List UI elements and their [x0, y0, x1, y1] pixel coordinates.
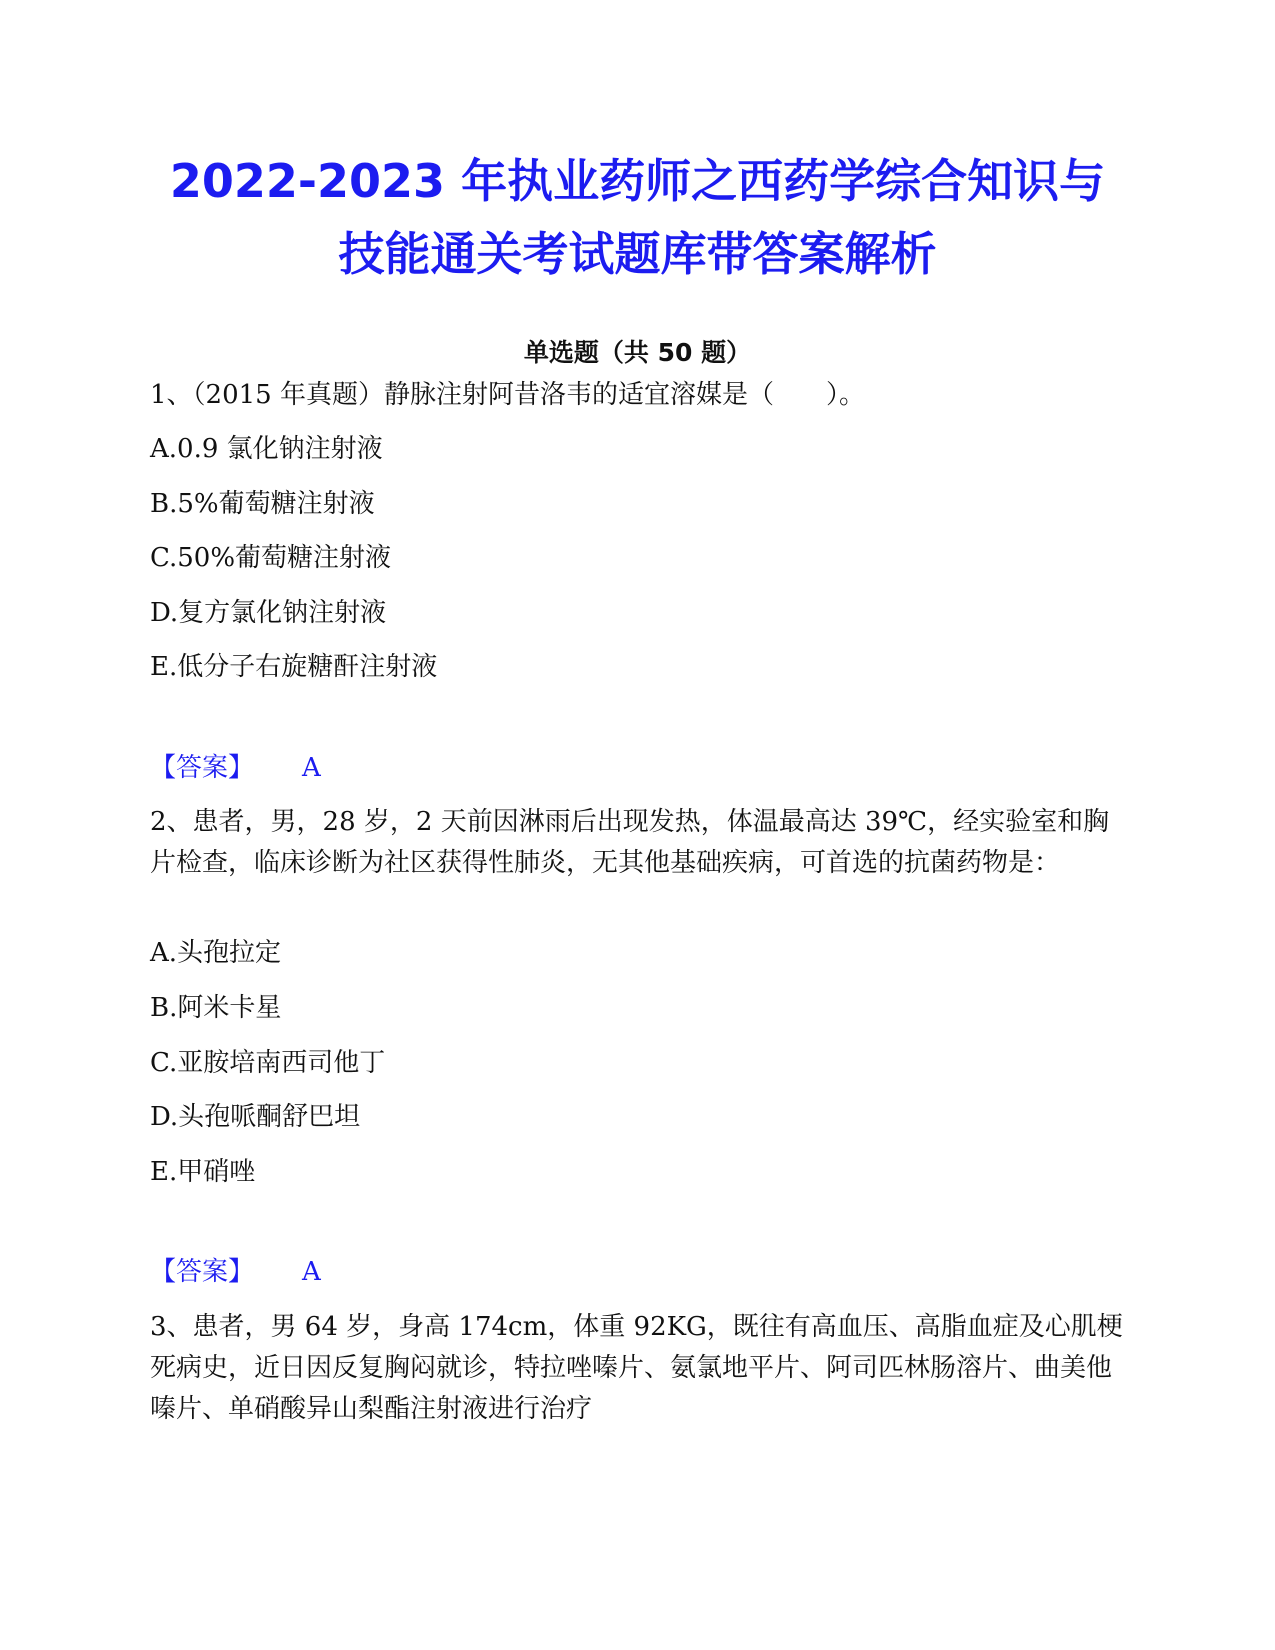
question-1-answer — [150, 755, 321, 781]
question-1-option-e: E.低分子右旋糖酐注射液 — [150, 652, 438, 682]
question-1-option-c: C.50%葡萄糖注射液 — [150, 543, 392, 573]
answer-value: A — [302, 1257, 321, 1287]
question-2-answer — [150, 1259, 321, 1285]
question-2-text: 2、患者，男，28 岁，2 天前因淋雨后出现发热，体温最高达 39℃，经实验室和胸片检查，临床诊断为社区获得性肺炎，无其他基础疾病，可首选的抗菌药物是： — [150, 807, 1110, 878]
question-2-option-d: D.头孢哌酮舒巴坦 — [150, 1102, 361, 1132]
document-title-line-1: 2022-2023 年执业药师之西药学综合知识与 — [169, 154, 1106, 208]
question-2-option-e: E.甲硝唑 — [150, 1157, 256, 1187]
question-2-option-c: C.亚胺培南西司他丁 — [150, 1048, 386, 1078]
answer-value: A — [302, 753, 321, 783]
answer-label: 【答案】 — [150, 753, 255, 783]
section-title: 单选题（共 50 题） — [523, 338, 752, 367]
question-1-text: 1、（2015 年真题）静脉注射阿昔洛韦的适宜溶媒是（ ）。 — [150, 380, 865, 410]
question-3-text: 3、患者，男 64 岁，身高 174cm，体重 92KG，既往有高血压、高脂血症及心肌梗死病史，近日因反复胸闷就诊，特拉唑嗪片、氨氯地平片、阿司匹林肠溶片、曲美他嗪片、单硝酸异山梨酯注射液进行治疗 — [150, 1312, 1123, 1424]
answer-label: 【答案】 — [150, 1257, 255, 1287]
document-title-line-2: 技能通关考试题库带答案解析 — [338, 227, 937, 281]
question-2-option-a: A.头孢拉定 — [150, 938, 282, 968]
question-2-option-b: B.阿米卡星 — [150, 993, 282, 1023]
question-1-option-b: B.5%葡萄糖注射液 — [150, 489, 375, 519]
question-1-option-a: A.0.9 氯化钠注射液 — [150, 434, 383, 464]
question-1-option-d: D.复方氯化钠注射液 — [150, 598, 387, 628]
